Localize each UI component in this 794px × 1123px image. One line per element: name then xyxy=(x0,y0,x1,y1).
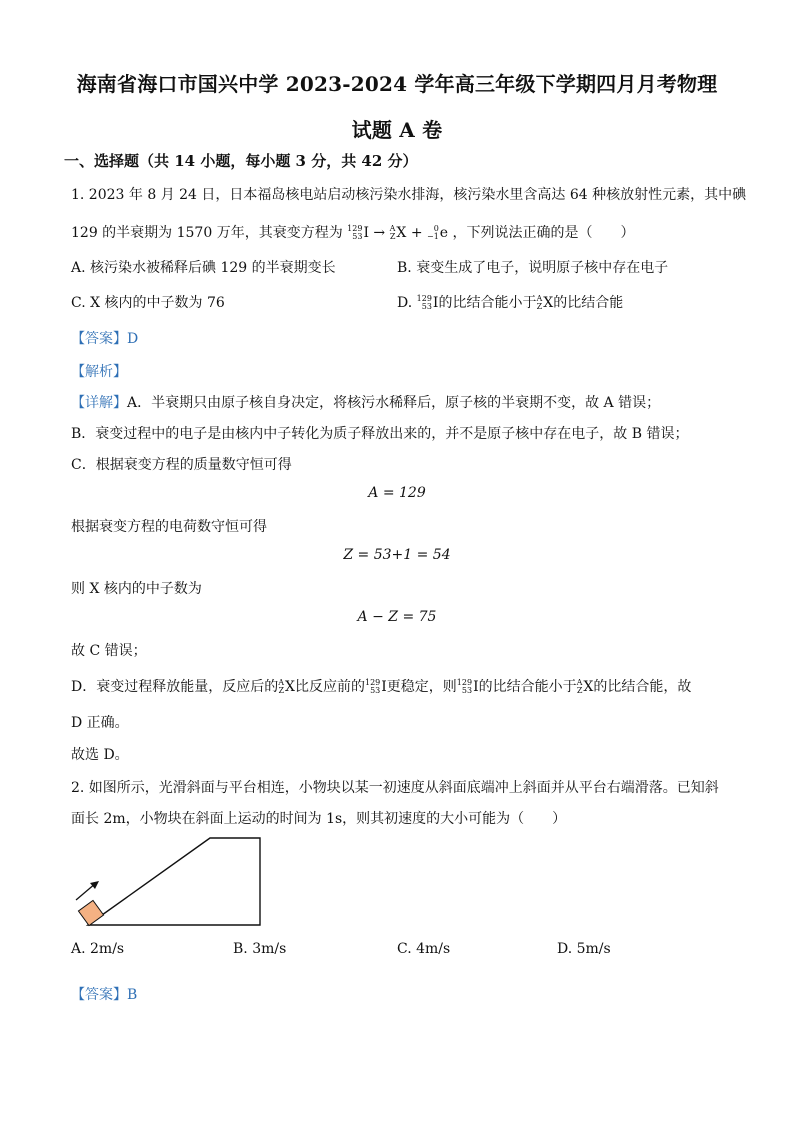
q2-option-b: B. 3m/s xyxy=(233,941,287,957)
q1-option-b: B. 衰变生成了电子，说明原子核中存在电子 xyxy=(397,260,669,276)
opt-d-x-symbol: X xyxy=(543,295,554,311)
x-mass: A xyxy=(389,224,396,233)
d-x2-mass: A xyxy=(576,678,583,687)
q1-option-a: A. 核污染水被稀释后碘 129 的半衰期变长 xyxy=(71,260,336,276)
d-i2-mass: 129 xyxy=(456,678,473,687)
equation-mass: A = 129 xyxy=(368,485,426,501)
q1-line-2-end: ，下列说法正确的是（ ） xyxy=(452,225,635,241)
d-i-mass: 129 xyxy=(364,678,381,687)
iodine-symbol: I xyxy=(363,225,369,241)
decay-equation: 129 53 I → A Z X + 0 −1 e xyxy=(347,224,449,241)
detail-d-part-1: D．衰变过程释放能量，反应后的 xyxy=(71,679,279,695)
opt-d-iodine-mass: 129 xyxy=(416,294,432,303)
opt-d-x-charge: Z xyxy=(536,302,543,311)
d-x-charge: Z xyxy=(278,686,285,695)
q2-answer: 【答案】B xyxy=(71,987,138,1003)
iodine-charge: 53 xyxy=(352,232,363,241)
q1-line-1: 1. 2023 年 8 月 24 日，日本福岛核电站启动核污染水排海，核污染水里含高达 64 种核放射性元素，其中碘 xyxy=(71,187,747,203)
q1-detail-c: C．根据衰变方程的质量数守恒可得 xyxy=(71,457,292,473)
q2-line-2: 面长 2m，小物块在斜面上运动的时间为 1s，则其初速度的大小可能为（ ） xyxy=(71,811,567,827)
e-mass: 0 xyxy=(433,224,439,233)
section-heading: 一、选择题（共 14 小题，每小题 3 分，共 42 分） xyxy=(64,152,418,170)
q2-option-d: D. 5m/s xyxy=(557,941,611,957)
detail-a-text: A．半衰期只由原子核自身决定，将核污水稀释后，原子核的半衰期不变，故 A 错误； xyxy=(127,395,661,411)
d-i-charge: 53 xyxy=(370,686,381,695)
equation-charge: Z = 53+1 = 54 xyxy=(343,547,451,563)
d-i2-symbol: I xyxy=(473,679,479,695)
q2-option-c: C. 4m/s xyxy=(397,941,451,957)
q1-choose: 故选 D。 xyxy=(71,747,129,763)
d-x-symbol: X xyxy=(285,679,295,695)
opt-d-iodine-symbol: I xyxy=(432,295,439,311)
q1-detail-d-line-2: D 正确。 xyxy=(71,715,129,731)
e-symbol: e xyxy=(439,225,449,241)
q1-line-2 xyxy=(71,222,635,242)
q1-detail-b: B．衰变过程中的电子是由核内中子转化为质子释放出来的，并不是原子核中存在电子，故 B 错误； xyxy=(71,426,689,442)
d-x2-symbol: X xyxy=(583,679,594,695)
incline-platform-outline xyxy=(88,838,260,925)
q1-option-d-label: D. xyxy=(397,295,413,311)
q1-analysis: 【解析】 xyxy=(71,364,127,380)
q2-option-a: A. 2m/s xyxy=(71,941,125,957)
x-symbol: X xyxy=(396,225,407,241)
q1-line-2-start: 129 的半衰期为 1570 万年，其衰变方程为 xyxy=(71,225,343,241)
charge-conservation-text: 根据衰变方程的电荷数守恒可得 xyxy=(71,519,267,535)
q1-option-d xyxy=(397,292,623,312)
c-wrong: 故 C 错误； xyxy=(71,643,147,659)
detail-d-part-4: 的比结合能小于 xyxy=(478,679,577,695)
q1-detail-a xyxy=(71,392,660,412)
block xyxy=(78,900,103,925)
q2-line-1: 2. 如图所示，光滑斜面与平台相连，小物块以某一初速度从斜面底端冲上斜面并从平台右端滑落。已知斜 xyxy=(71,780,719,796)
d-x2-charge: Z xyxy=(576,686,583,695)
iodine-mass: 129 xyxy=(347,224,363,233)
detail-d-part-3: 更稳定，则 xyxy=(386,679,457,695)
q1-detail-d xyxy=(71,676,691,696)
opt-d-x-mass: A xyxy=(536,294,543,303)
q1-option-d-mid: 的比结合能小于 xyxy=(438,295,537,311)
equation-neutron: A − Z = 75 xyxy=(357,609,437,625)
neutron-text: 则 X 核内的中子数为 xyxy=(71,581,202,597)
incline-figure xyxy=(70,835,270,930)
detail-d-part-2: 比反应前的 xyxy=(294,679,365,695)
opt-d-iodine-charge: 53 xyxy=(421,302,432,311)
d-x-mass: A xyxy=(278,678,285,687)
block-square xyxy=(78,900,103,925)
d-i-symbol: I xyxy=(381,679,387,695)
arrow: → xyxy=(373,225,390,241)
q1-option-d-end: 的比结合能 xyxy=(553,295,624,311)
title-line-2: 试题 A 卷 xyxy=(351,118,443,142)
detail-tag: 【详解】 xyxy=(71,395,127,411)
x-charge: Z xyxy=(389,232,396,241)
q1-option-c: C. X 核内的中子数为 76 xyxy=(71,295,225,311)
e-charge: −1 xyxy=(427,232,439,241)
detail-d-part-5: 的比结合能，故 xyxy=(593,679,692,695)
title-line-1: 海南省海口市国兴中学 2023-2024 学年高三年级下学期四月月考物理 xyxy=(76,72,718,96)
q1-answer: 【答案】D xyxy=(71,331,139,347)
d-i2-charge: 53 xyxy=(461,686,473,695)
